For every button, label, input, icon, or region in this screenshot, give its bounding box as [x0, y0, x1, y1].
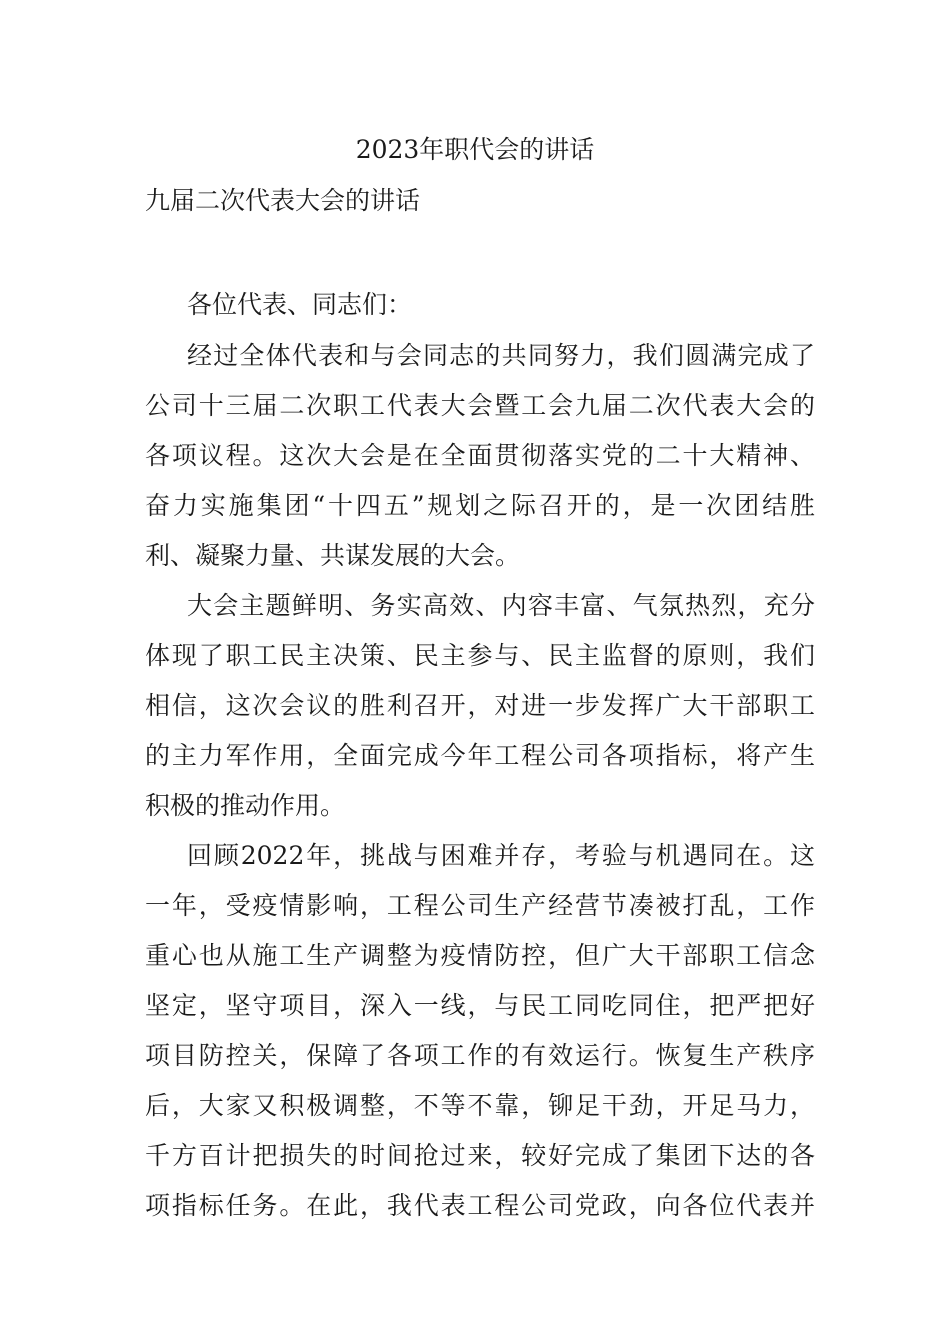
paragraph-3-line-8: 项指标任务。在此，我代表工程公司党政，向各位代表并	[145, 1191, 815, 1220]
paragraph-3-line-1: 回顾2022年，挑战与困难并存，考验与机遇同在。这	[187, 841, 815, 870]
paragraph-1-line-4: 奋力实施集团“十四五”规划之际召开的，是一次团结胜	[145, 491, 815, 520]
document-title: 2023年职代会的讲话	[355, 135, 595, 164]
paragraph-3-line-4: 坚定，坚守项目，深入一线，与民工同吃同住，把严把好	[145, 991, 815, 1020]
document-subtitle: 九届二次代表大会的讲话	[145, 186, 421, 215]
paragraph-2-line-1: 大会主题鲜明、务实高效、内容丰富、气氛热烈，充分	[187, 591, 815, 620]
paragraph-3-line-2: 一年，受疫情影响，工程公司生产经营节凑被打乱，工作	[145, 891, 815, 920]
paragraph-1-line-1: 经过全体代表和与会同志的共同努力，我们圆满完成了	[187, 341, 815, 370]
paragraph-2-line-2: 体现了职工民主决策、民主参与、民主监督的原则，我们	[145, 641, 815, 670]
paragraph-3-line-7: 千方百计把损失的时间抢过来，较好完成了集团下达的各	[145, 1141, 815, 1170]
paragraph-1-line-2: 公司十三届二次职工代表大会暨工会九届二次代表大会的	[145, 391, 815, 420]
paragraph-3-line-5: 项目防控关，保障了各项工作的有效运行。恢复生产秩序	[145, 1041, 815, 1070]
salutation: 各位代表、同志们：	[187, 290, 413, 319]
paragraph-2-line-5: 积极的推动作用。	[145, 791, 346, 820]
paragraph-3-line-3: 重心也从施工生产调整为疫情防控，但广大干部职工信念	[145, 941, 815, 970]
paragraph-2-line-4: 的主力军作用，全面完成今年工程公司各项指标，将产生	[145, 741, 815, 770]
paragraph-1-line-3: 各项议程。这次大会是在全面贯彻落实党的二十大精神、	[145, 441, 815, 470]
paragraph-3-line-6: 后，大家又积极调整，不等不靠，铆足干劲，开足马力，	[145, 1091, 815, 1120]
paragraph-1-line-5: 利、凝聚力量、共谋发展的大会。	[145, 541, 521, 570]
paragraph-2-line-3: 相信，这次会议的胜利召开，对进一步发挥广大干部职工	[145, 691, 815, 720]
